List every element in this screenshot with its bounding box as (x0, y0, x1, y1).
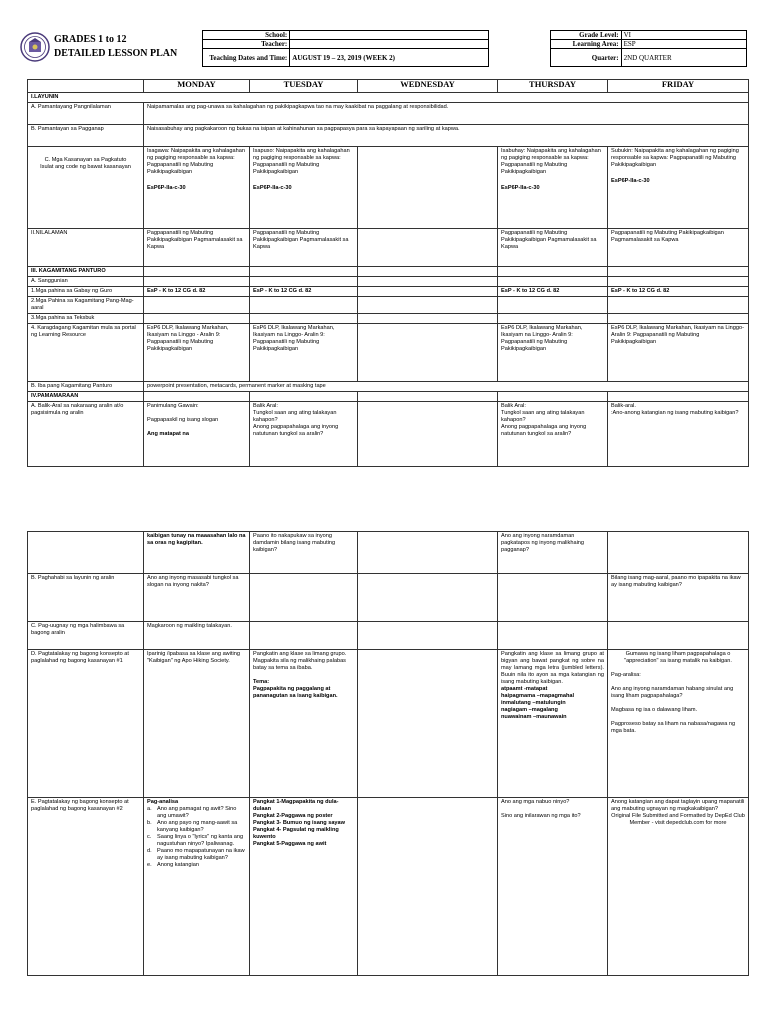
pagtalakay-1-friday: Gumawa ng isang liham pagpapahalaga o "appreciation" sa isang matalik na kaibigan. Pag-aralisa: Ano ang inyong naramdaman habang sinulat ang isang liham pagpapahalaga? Magbasa ng isa o dalawang liham. Pagproseso batay sa liham na nabasa/nagawa ng mga bata. (608, 650, 749, 798)
mag-aaral-label: 2.Mga Pahina sa Kagamitang Pang-Mag-aaral (28, 297, 144, 314)
competency-code: EsP6P-IIa-c-30 (501, 185, 540, 191)
pag-uugnay-monday: Magkaroon ng maikling talakayan. (144, 622, 250, 650)
pagtalakay-2-label: E. Pagtatalakay ng bagong konsepto at paglalahad ng bagong kasanayan #2 (28, 798, 144, 976)
pagtalakay-1-thursday: Pangkatin ang klase sa limang grupo at bigyan ang bawat pangkat ng sobre na may lamang mga letra (jumbled letters). Buuin nila ito ayon sa mga katangian ng isang mabuting kaibigan. atpaamt -matapat haipagmama –mapagmahal inmalutang –matulungin nagiagam –magalang nuawainam –maunawain (498, 650, 608, 798)
section-layunin: I.LAYUNIN (28, 93, 749, 103)
grade-level-value: VI (621, 31, 746, 40)
pagtalakay-2-tuesday (250, 798, 358, 976)
competency-code: EsP6P-IIa-c-30 (147, 185, 186, 191)
pagtalakay-1-label: D. Pagtatalakay ng bagong konsepto at paglalahad ng bagong kasanayan #1 (28, 650, 144, 798)
balik-aral-friday: Balik-aral. :Ano-anong katangian ng isang mabuting kaibigan? (608, 402, 749, 467)
kasanayan-monday: Isagawa: Naipapakita ang kahalagahan ng pagiging responsable sa kapwa: Pagpapanatili ng Mabuting Pakikipagkaibigan EsP6P-IIa-c-30 (144, 147, 250, 229)
kasanayan-thursday: Isabuhay: Naipapakita ang kahalagahan ng pagiging responsable sa kapwa: Pagpapanatili ng Mabuting Pakikipagkaibigan EsP6P-IIa-c-30 (498, 147, 608, 229)
balik-aral-thursday: Balik Aral: Tungkol saan ang ating talakayan kahapon? Anong pagpapahalaga ang inyong natutunan tungkol sa aralin? (498, 402, 608, 467)
nilalaman-friday: Pagpapanatili ng Mabuting Pakikipagkaibigan Pagmamalasakit sa Kapwa (608, 229, 749, 267)
day-tuesday: TUESDAY (250, 80, 358, 93)
list-item: Pangkat 4- Pagsulat ng maikling kuwento (253, 827, 339, 840)
pagtalakay-2-friday: Anong katangian ang dapat taglayin upang mapanatili ang mabuting ugnayan ng magkakaibigan? Original File Submitted and Formatted by DepEd Club Member - visit depedclub.com for more (608, 798, 749, 976)
pagtalakay-1-tuesday: Pangkatin ang klase sa limang grupo. Magpakita sila ng malikhaing palabas batay sa tema sa ibaba. Tema: Pagpapakita ng paggalang at pananagutan sa isang kaibigan. (250, 650, 358, 798)
karagdagang-monday: EsP6 DLP, Ikalawang Markahan, Ikasiyam na Linggo - Aralin 9: Pagpapanatili ng Mabuting Pakikipagkaibigan (144, 324, 250, 382)
pagganap-label: B. Pamantayan sa Pagganap (28, 125, 144, 147)
lesson-grid-page-1 (27, 79, 749, 467)
kasanayan-label: C. Mga Kasanayan sa Pagkatuto Isulat ang code ng bawat kasanayan (28, 147, 144, 229)
day-wednesday: WEDNESDAY (358, 80, 498, 93)
analysis-question-list (147, 806, 246, 869)
list-item: Pangkat 2-Paggawa ng poster (253, 813, 333, 819)
list-item: e. Anong katangian (147, 862, 199, 868)
kasanayan-tuesday: Isapuso: Naipapakita ang kahalagahan ng pagiging responsable sa kapwa: Pagpapanatili ng Mabuting Pakikipagkaibigan EsP6P-IIa-c-30 (250, 147, 358, 229)
competency-code: EsP6P-IIa-c-30 (253, 185, 292, 191)
kasanayan-wednesday (358, 147, 498, 229)
karagdagang-label: 4. Karagdagang Kagamitan mula sa portal ng Learning Resource (28, 324, 144, 382)
gabay-thursday: EsP - K to 12 CG d. 82 (498, 287, 608, 297)
header-info-table (202, 30, 747, 67)
teacher-label: Teacher: (203, 40, 290, 49)
nilalaman-monday: Pagpapanatili ng Mabuting Pakikipagkaibigan Pagmamalasakit sa Kapwa (144, 229, 250, 267)
title-line-2: DETAILED LESSON PLAN (54, 48, 178, 59)
gabay-friday: EsP - K to 12 CG d. 82 (608, 287, 749, 297)
balik-aral-label: A. Balik-Aral sa nakaraang aralin at/o pagsisimula ng aralin (28, 402, 144, 467)
balik-aral-monday: Panimulang Gawain: Pagpapaskil ng isang slogan Ang matapat na (144, 402, 250, 467)
iba-value: powerpoint presentation, metacards, permanent marker at masking tape (144, 382, 749, 392)
pamamaraan-label: IV.PAMAMARAAN (28, 392, 144, 402)
pamantayang-value: Naipamamalas ang pag-unawa sa kahalagahan ng pakikipagkapwa tao na may kaakibat na paggalang at responsibilidad. (144, 103, 749, 125)
pagtalakay-2-thursday: Ano ang mga nabuo ninyo? Sino ang inilarawan ng mga ito? (498, 798, 608, 976)
nilalaman-thursday: Pagpapanatili ng Mabuting Pakikipagkaibigan Pagmamalasakit sa Kapwa (498, 229, 608, 267)
pag-uugnay-label: C. Pag-uugnay ng mga halimbawa sa bagong aralin (28, 622, 144, 650)
balik-aral-tuesday: Balik Aral: Tungkol saan ang ating talakayan kahapon? Anong pagpapahalaga ang inyong natutunan tungkol sa aralin? (250, 402, 358, 467)
learning-area-label: Learning Area: (551, 40, 621, 49)
day-friday: FRIDAY (608, 80, 749, 93)
list-item: c. Saang linya o "lyrics" ng kanta ang nagustuhan ninyo? Ipaliwanag. (147, 834, 244, 847)
paghahabi-monday: Ano ang inyong masasabi tungkol sa slogan na inyong nakita? (144, 574, 250, 622)
title-line-1: GRADES 1 to 12 (54, 34, 127, 45)
lesson-plan-page-2 (0, 528, 768, 1024)
grade-level-label: Grade Level: (551, 31, 621, 40)
competency-code: EsP6P-IIa-c-30 (611, 178, 650, 184)
list-item: d. Paano mo mapapatunayan na ikaw ay isang mabuting kaibigan? (147, 848, 245, 861)
school-label: School: (203, 31, 290, 40)
gabay-monday: EsP - K to 12 CG d. 82 (144, 287, 250, 297)
pagganap-value: Naisasabuhay ang pagkakaroon ng bukas na isipan at kahinahunan sa pagpapasya para sa kapayapaan ng sariling at kapwa. (144, 125, 749, 147)
list-item: Pangkat 3- Bumuo ng isang sayaw (253, 820, 346, 826)
continued-tuesday: Paano ito nakapukaw sa inyong damdamin bilang isang mabuting kaibigan? (250, 532, 358, 574)
sanggunian-label: A. Sanggunian (28, 277, 144, 287)
learning-area-value: ESP (621, 40, 746, 49)
day-monday: MONDAY (144, 80, 250, 93)
karagdagang-thursday: EsP6 DLP, Ikalawang Markahan, Ikasiyam na Linggo- Aralin 9: Pagpapanatili ng Mabuting Pakikipagkaibigan (498, 324, 608, 382)
paghahabi-label: B. Paghahabi sa layunin ng aralin (28, 574, 144, 622)
deped-seal-icon (20, 32, 50, 62)
karagdagang-friday: EsP6 DLP, Ikalawang Markahan, Ikasiyam na Linggo- Aralin 9: Pagpapanatili ng Mabuting Pakikipagkaibigan (608, 324, 749, 382)
nilalaman-tuesday: Pagpapanatili ng Mabuting Pakikipagkaibigan Pagmamalasakit sa Kapwa (250, 229, 358, 267)
lesson-grid-page-2 (27, 531, 749, 976)
school-value (290, 31, 489, 40)
lesson-plan-page-1 (0, 0, 768, 500)
pagtalakay-1-monday: Iparinig /ipabasa sa klase ang awiting "Kaibigan" ng Apo Hiking Society. (144, 650, 250, 798)
quarter-value: 2ND QUARTER (621, 49, 746, 67)
submission-credit: Original File Submitted and Formatted by DepEd Club Member - visit depedclub.com for more (611, 813, 745, 826)
teaching-dates-label: Teaching Dates and Time: (203, 49, 290, 67)
list-item: Pangkat 1-Magpapakita ng dula-dulaan (253, 799, 339, 812)
gabay-tuesday: EsP - K to 12 CG d. 82 (250, 287, 358, 297)
kagamitan-label: III. KAGAMITANG PANTURO (28, 267, 144, 277)
continued-monday: kaibigan tunay na maaasahan lalo na sa oras ng kagipitan. (144, 532, 250, 574)
list-item: Pangkat 5-Paggawa ng awit (253, 841, 327, 847)
quarter-label: Quarter: (551, 49, 621, 67)
paghahabi-friday: Bilang isang mag-aaral, paano mo ipapakita na ikaw ay isang mabuting kaibigan? (608, 574, 749, 622)
pagtalakay-2-monday: Pag-analisa a. Ano ang pamagat ng awit? Sino ang umawit? b. Ano ang payo ng mang-aawit sa kanyang kaibigan? c. Saang linya o "lyrics" ng kanta ang nagustuhan ninyo? Ipaliwanag. d. Paano mo mapapatunayan na ikaw ay isang mabuting kaibigan? e. Anong katangian (144, 798, 250, 976)
list-item: a. Ano ang pamagat ng awit? Sino ang umawit? (147, 806, 237, 819)
pamantayang-label: A. Pamantayang Pangnilalaman (28, 103, 144, 125)
gabay-label: 1.Mga pahina sa Gabay ng Guro (28, 287, 144, 297)
karagdagang-tuesday: EsP6 DLP, Ikalawang Markahan, Ikasiyam na Linggo- Aralin 9: Pagpapanatili ng Mabuting Pakikipagkaibigan (250, 324, 358, 382)
continued-thursday: Ano ang inyong naramdaman pagkatapos ng inyong malikhaing pagganap? (498, 532, 608, 574)
iba-label: B. Iba pang Kagamitang Panturo (28, 382, 144, 392)
teacher-value (290, 40, 489, 49)
document-title (54, 33, 177, 61)
teaching-dates-value: AUGUST 19 – 23, 2019 (WEEK 2) (290, 49, 489, 67)
day-thursday: THURSDAY (498, 80, 608, 93)
list-item: b. Ano ang payo ng mang-aawit sa kanyang kaibigan? (147, 820, 238, 833)
nilalaman-label: II.NILALAMAN (28, 229, 144, 267)
kasanayan-friday: Subukin: Naipapakita ang kahalagahan ng pagiging responsable sa kapwa: Pagpapanatili ng Mabuting Pakikipagkaibigan EsP6P-IIa-c-30 (608, 147, 749, 229)
teksbuk-label: 3.Mga pahina sa Teksbuk (28, 314, 144, 324)
